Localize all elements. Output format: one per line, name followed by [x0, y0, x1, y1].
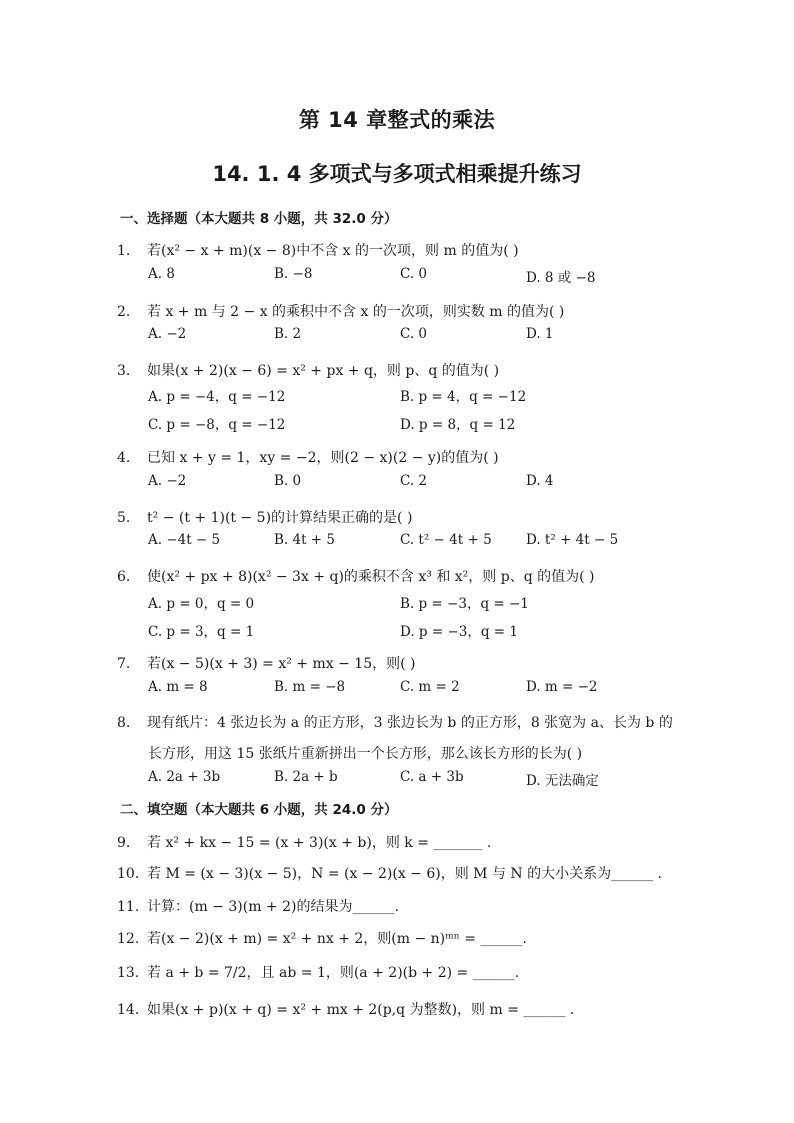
option-b: B. 0 [274, 473, 302, 489]
question-2 [117, 301, 564, 321]
question-number: 6. [117, 569, 131, 585]
question-text: 计算：(m − 3)(m + 2)的结果为______. [147, 899, 399, 915]
option-d: D. p = 8，q = 12 [400, 417, 516, 433]
question-text: 使(x² + px + 8)(x² − 3x + q)的乘积不含 x³ 和 x²，则 p、q 的值为( ) [147, 569, 595, 585]
option-c: C. p = 3，q = 1 [148, 624, 255, 640]
question-number: 9. [117, 835, 131, 851]
option-b: B. m = −8 [274, 679, 346, 695]
option-a: A. −4t − 5 [148, 532, 221, 548]
question-number: 13. [117, 965, 140, 981]
option-a: A. 8 [148, 266, 175, 282]
question-5 [117, 507, 412, 527]
option-d: D. 无法确定 [526, 773, 599, 789]
question-number: 3. [117, 363, 131, 379]
question-number: 8. [117, 715, 131, 731]
option-b: B. 4t + 5 [274, 532, 336, 548]
option-a: A. p = 0，q = 0 [148, 596, 255, 612]
fill-question-11 [117, 896, 399, 916]
question-text: 若 x² + kx − 15 = (x + 3)(x + b)，则 k = _______ . [147, 835, 492, 851]
question-8 [117, 712, 673, 732]
question-number: 14. [117, 1002, 140, 1018]
option-b: B. p = 4，q = −12 [400, 389, 527, 405]
question-text: t² − (t + 1)(t − 5)的计算结果正确的是( ) [147, 510, 413, 526]
option-b: B. p = −3，q = −1 [400, 596, 529, 612]
option-d: D. m = −2 [526, 679, 598, 695]
question-number: 4. [117, 450, 131, 466]
section-heading-choice: 一、选择题（本大题共 8 小题，共 32.0 分） [120, 211, 398, 227]
question-7 [117, 653, 415, 673]
option-a: A. p = −4，q = −12 [148, 389, 286, 405]
option-c: C. 2 [400, 473, 428, 489]
fill-question-14 [117, 999, 574, 1019]
question-1 [117, 240, 519, 260]
option-d: D. 4 [526, 473, 554, 489]
fill-question-9 [117, 832, 491, 852]
page-subtitle: 14. 1. 4 多项式与多项式相乘提升练习 [212, 162, 582, 186]
question-number: 10. [117, 866, 140, 882]
question-text: 现有纸片：4 张边长为 a 的正方形，3 张边长为 b 的正方形，8 张宽为 a、长为 b 的 [147, 715, 673, 731]
option-c: C. 0 [400, 266, 428, 282]
option-d: D. p = −3，q = 1 [400, 624, 518, 640]
option-d: D. t² + 4t − 5 [526, 532, 619, 548]
question-text: 若 a + b = 7/2，且 ab = 1，则(a + 2)(b + 2) = ______. [147, 965, 520, 981]
question-text: 若(x² − x + m)(x − 8)中不含 x 的一次项，则 m 的值为( ) [147, 243, 519, 259]
option-d: D. 1 [526, 326, 554, 342]
question-text: 若(x − 5)(x + 3) = x² + mx − 15，则( ) [147, 656, 416, 672]
option-a: A. −2 [148, 473, 187, 489]
question-number: 11. [117, 899, 140, 915]
question-number: 12. [117, 931, 140, 947]
question-text: 如果(x + 2)(x − 6) = x² + px + q，则 p、q 的值为( ) [147, 363, 500, 379]
question-text: 若(x − 2)(x + m) = x² + nx + 2，则(m − n)ᵐⁿ = ______. [147, 931, 527, 947]
option-c: C. m = 2 [400, 679, 460, 695]
question-text: 如果(x + p)(x + q) = x² + mx + 2(p,q 为整数)，则 m = ______ . [147, 1002, 575, 1018]
question-number: 2. [117, 304, 131, 320]
question-6 [117, 566, 594, 586]
option-d: D. 8 或 −8 [526, 270, 596, 286]
page-title: 第 14 章整式的乘法 [298, 108, 496, 132]
option-c: C. a + 3b [400, 769, 464, 785]
option-c: C. 0 [400, 326, 428, 342]
question-text: 若 x + m 与 2 − x 的乘积中不含 x 的一次项，则实数 m 的值为( ) [147, 304, 565, 320]
option-b: B. 2 [274, 326, 302, 342]
option-c: C. t² − 4t + 5 [400, 532, 492, 548]
question-text: 若 M = (x − 3)(x − 5)，N = (x − 2)(x − 6)，则 M 与 N 的大小关系为______ . [147, 866, 663, 882]
question-number: 7. [117, 656, 131, 672]
fill-question-13 [117, 962, 519, 982]
fill-question-10 [117, 863, 662, 883]
question-8-continued: 长方形，用这 15 张纸片重新拼出一个长方形，那么该长方形的长为( ) [148, 746, 583, 762]
question-number: 5. [117, 510, 131, 526]
question-text: 已知 x + y = 1，xy = −2，则(2 − x)(2 − y)的值为( ) [147, 450, 499, 466]
question-3 [117, 360, 499, 380]
option-a: A. −2 [148, 326, 187, 342]
option-a: A. m = 8 [148, 679, 208, 695]
section-heading-fill: 二、填空题（本大题共 6 小题，共 24.0 分） [120, 802, 398, 818]
option-a: A. 2a + 3b [148, 769, 221, 785]
option-b: B. −8 [274, 266, 313, 282]
option-b: B. 2a + b [274, 769, 338, 785]
question-number: 1. [117, 243, 131, 259]
fill-question-12 [117, 928, 527, 948]
question-4 [117, 447, 499, 467]
option-c: C. p = −8，q = −12 [148, 417, 286, 433]
